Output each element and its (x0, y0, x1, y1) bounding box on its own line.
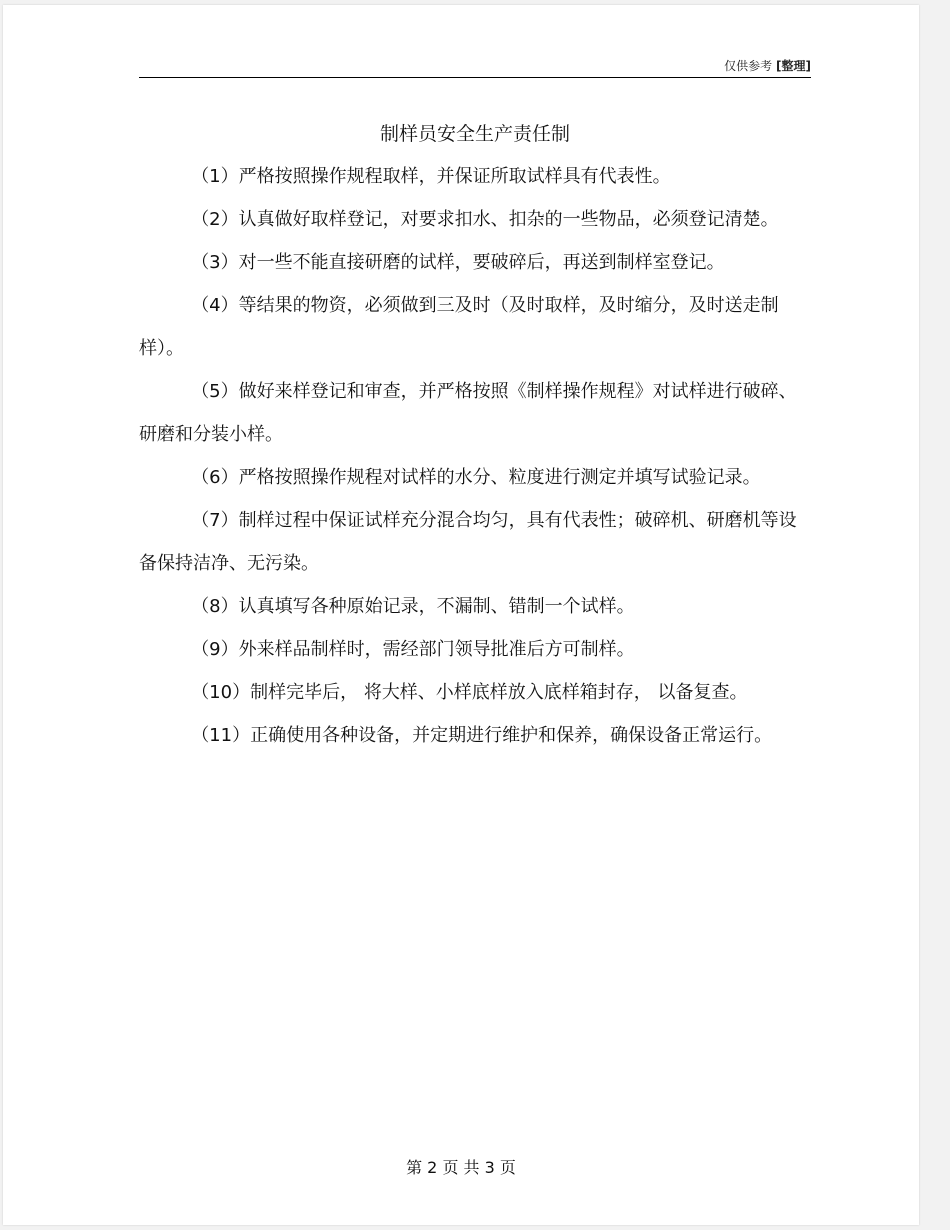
paragraph-10: （10）制样完毕后， 将大样、小样底样放入底样箱封存， 以备复查。 (191, 682, 748, 703)
header-note: 仅供参考 (724, 59, 773, 73)
paragraph-6: （6）严格按照操作规程对试样的水分、粒度进行测定并填写试验记录。 (191, 467, 761, 488)
header-tag: [整理] (776, 59, 811, 73)
page-number: 第 2 页 共 3 页 (406, 1158, 516, 1177)
paragraph-2: （2）认真做好取样登记，对要求扣水、扣杂的一些物品，必须登记清楚。 (191, 209, 779, 230)
paragraph-5: （5）做好来样登记和审查，并严格按照《制样操作规程》对试样进行破碎、研磨和分装小样。 (139, 381, 797, 445)
document-body (139, 155, 811, 757)
header-divider (139, 77, 811, 78)
paragraph-11: （11）正确使用各种设备，并定期进行维护和保养，确保设备正常运行。 (191, 725, 773, 746)
paragraph-7: （7）制样过程中保证试样充分混合均匀，具有代表性；破碎机、研磨机等设备保持洁净、无污染。 (139, 510, 797, 574)
paragraph-9: （9）外来样品制样时，需经部门领导批准后方可制样。 (191, 639, 635, 660)
document-page (3, 5, 919, 1225)
page-header (139, 57, 811, 74)
document-title: 制样员安全生产责任制 (379, 123, 570, 145)
paragraph-4: （4）等结果的物资，必须做到三及时（及时取样，及时缩分，及时送走制样）。 (139, 295, 779, 359)
paragraph-3: （3）对一些不能直接研磨的试样，要破碎后，再送到制样室登记。 (191, 252, 725, 273)
paragraph-1: （1）严格按照操作规程取样，并保证所取试样具有代表性。 (191, 166, 671, 187)
paragraph-8: （8）认真填写各种原始记录，不漏制、错制一个试样。 (191, 596, 635, 617)
